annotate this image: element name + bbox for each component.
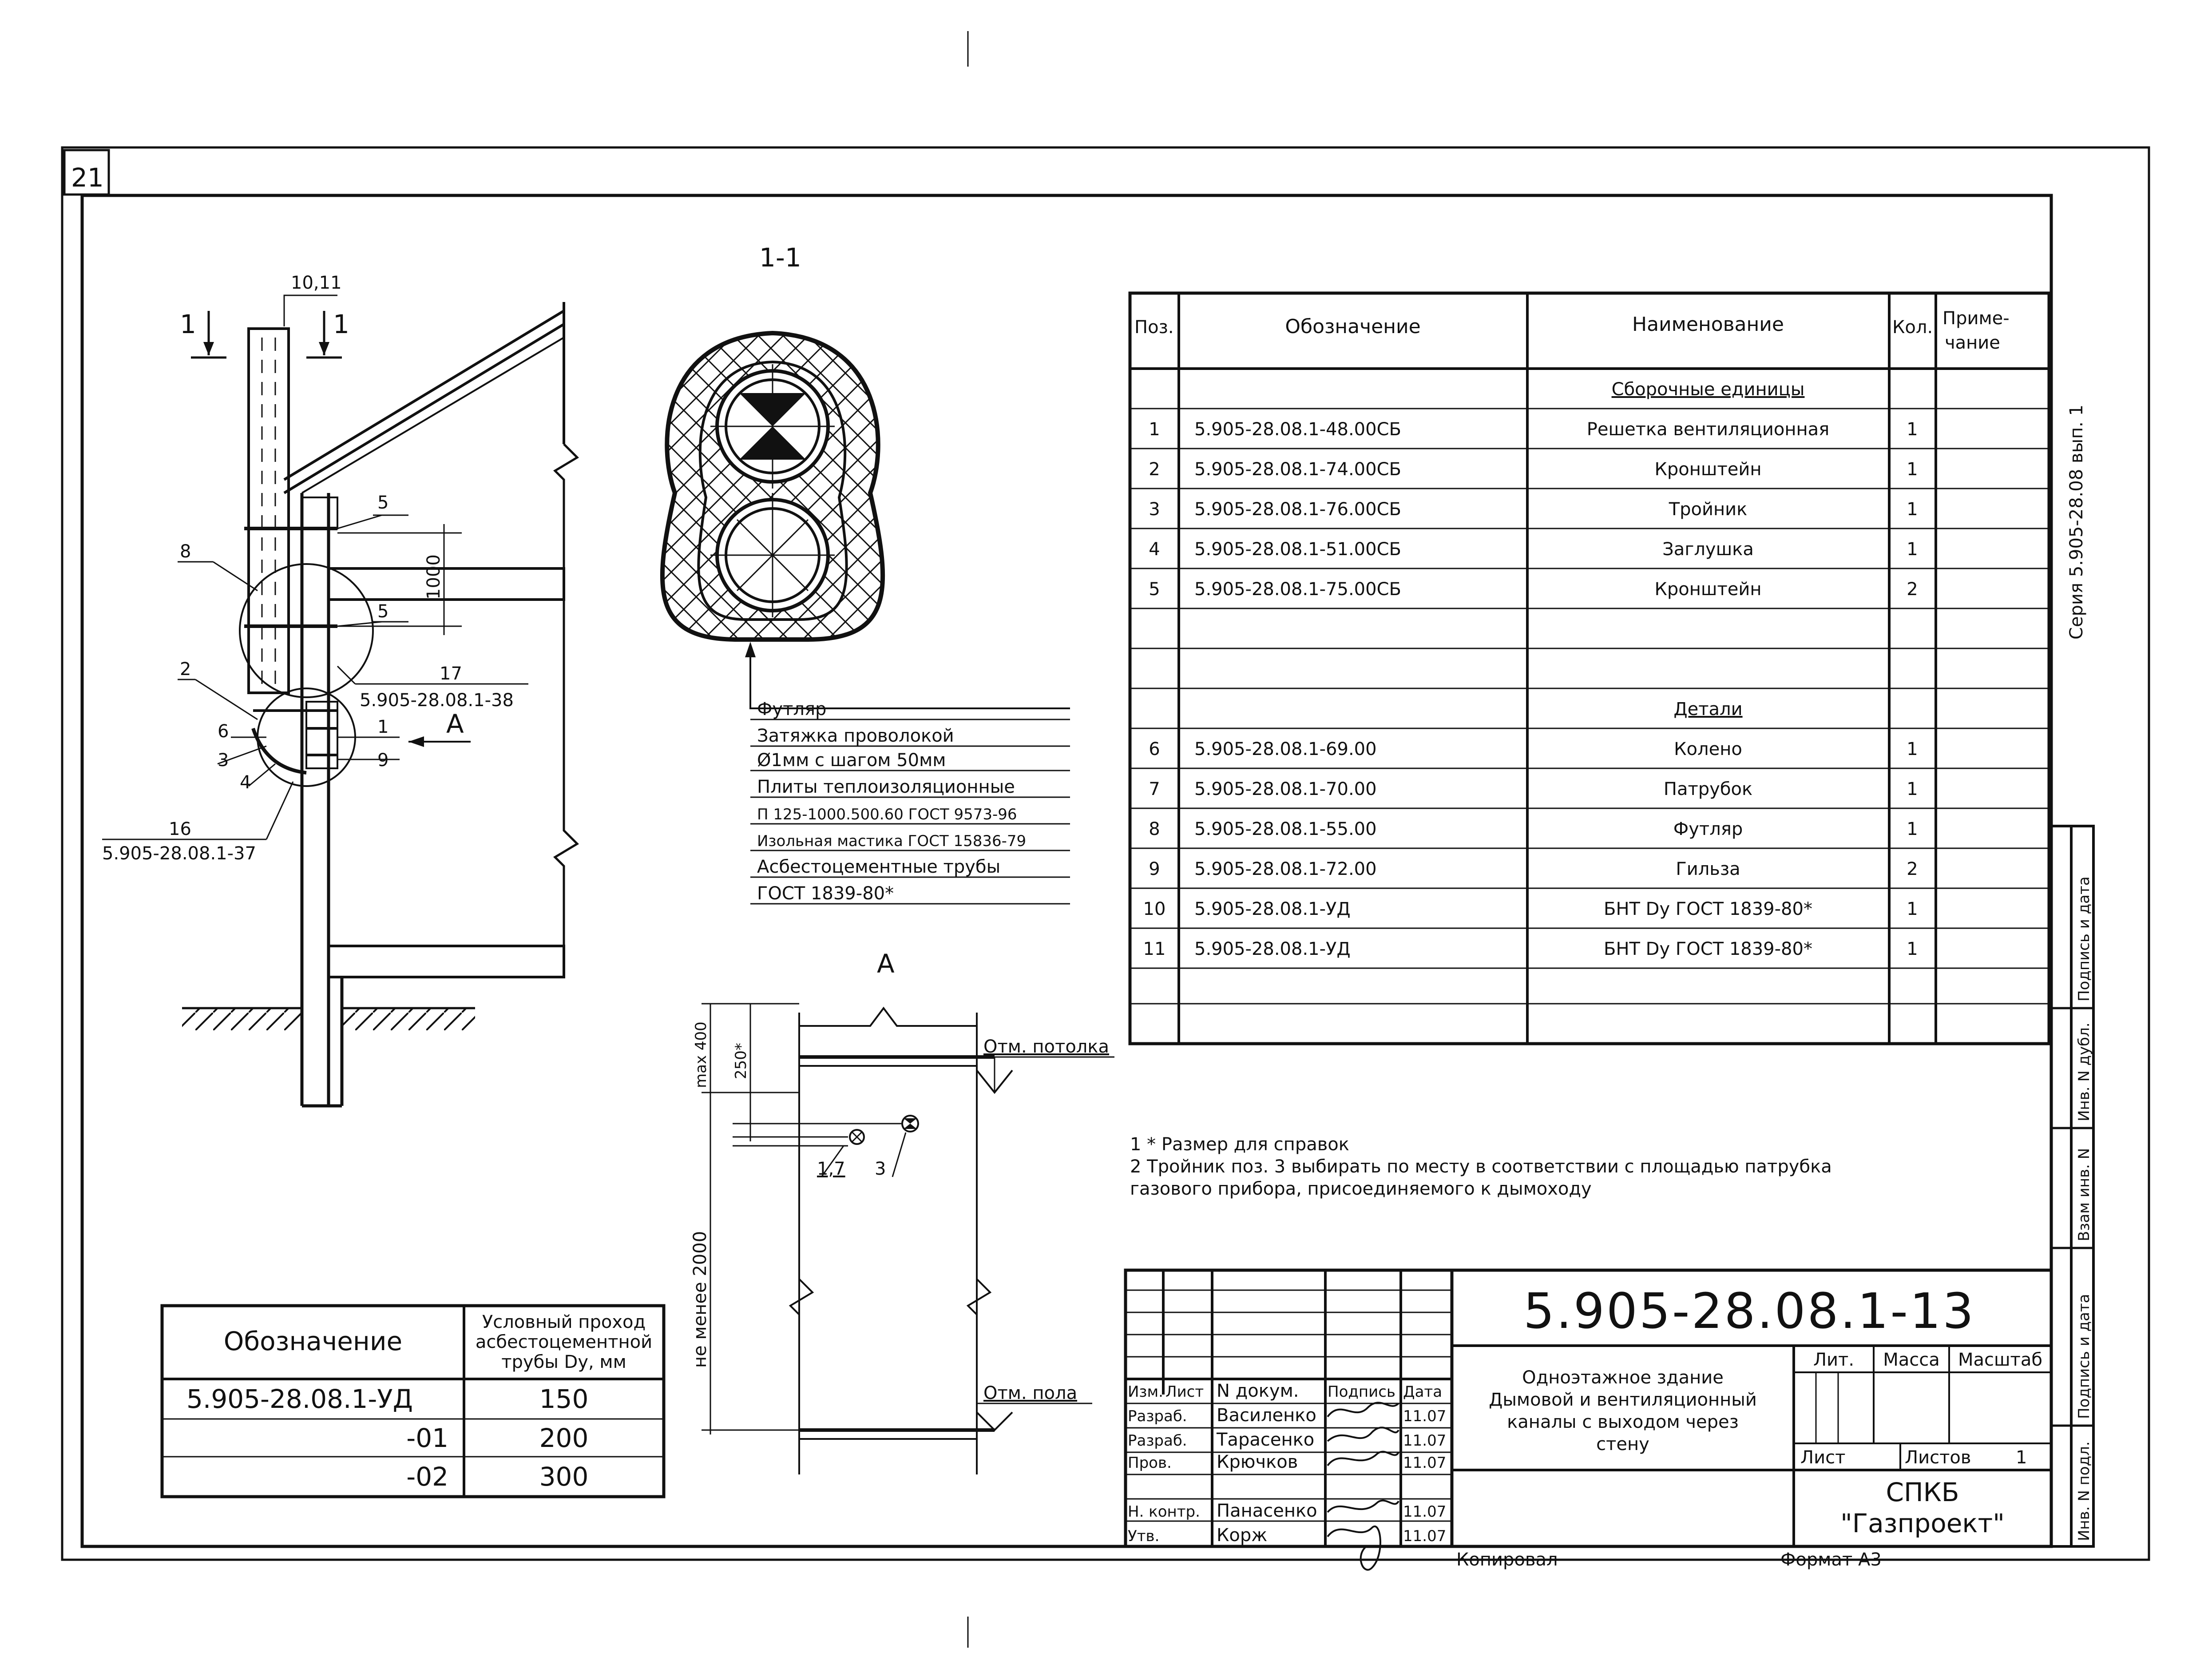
section-mark-left: 1 [180,309,196,339]
callout-10-11: 10,11 [291,273,342,293]
spec-header-name: Наименование [1632,313,1784,336]
spec-row-2-pos: 2 [1149,459,1160,480]
signer-5-name: Корж [1217,1525,1268,1546]
note-mastic: Изольная мастика ГОСТ 15836-79 [757,832,1027,850]
org-name-2: "Газпроект" [1840,1508,2005,1538]
sheet-number: 21 [71,163,104,193]
spec-group-details: Детали [1673,699,1743,719]
stamp-inv-orig: Инв. N подл. [2075,1441,2093,1541]
note-2-cont: газового прибора, присоединяемого к дымоходу [1130,1179,1592,1199]
note-pipes: Асбестоцементные трубы [757,857,1001,877]
spec-row-9-code: 5.905-28.08.1-72.00 [1194,859,1377,879]
dim-250: 250* [732,1043,750,1079]
signer-4-name: Панасенко [1217,1501,1317,1521]
spec-row-9-qty: 2 [1907,859,1918,879]
col-date: Дата [1403,1383,1443,1401]
spec-row-9-pos: 9 [1149,859,1160,879]
callout-16: 16 [169,819,191,839]
sheets-label: Листов [1905,1447,1971,1468]
dim-max-400: max 400 [692,1021,710,1088]
stamp-replace-inv: Взам инв. N [2075,1148,2093,1241]
spec-row-5-pos: 5 [1149,579,1160,600]
callout-17: 17 [440,664,462,684]
stamp-sign-date-2: Подпись и дата [2075,876,2093,1001]
size-header-size-1: Условный проход [482,1312,646,1332]
signer-1-date: 11.07 [1403,1407,1447,1425]
callout-9: 9 [377,750,389,771]
note-insulation: Плиты теплоизоляционные [757,777,1015,797]
section-mark-right: 1 [333,309,349,339]
spec-row-6-name: Колено [1674,739,1742,759]
spec-row-4-code: 5.905-28.08.1-51.00СБ [1194,539,1401,560]
sheet-label: Лист [1800,1447,1846,1468]
signer-3-date: 11.07 [1403,1454,1447,1472]
spec-row-6-code: 5.905-28.08.1-69.00 [1194,739,1377,759]
spec-row-4-qty: 1 [1907,539,1918,560]
view-a-title: A [877,949,895,979]
callout-8: 8 [180,541,191,562]
callout-16-ref: 5.905-28.08.1-37 [102,843,256,864]
callout-4: 4 [240,772,251,793]
callout-5-bottom: 5 [377,601,389,622]
spec-header-note-2: чание [1945,333,2000,353]
col-izm: Изм. [1128,1383,1163,1401]
spec-header-code: Обозначение [1285,315,1421,338]
spec-row-11-code: 5.905-28.08.1-УД [1194,939,1351,959]
spec-row-11-pos: 11 [1143,939,1166,959]
spec-row-3-pos: 3 [1149,499,1160,520]
signer-2-name: Тарасенко [1217,1430,1315,1450]
spec-row-4-name: Заглушка [1662,539,1754,560]
doc-code: 5.905-28.08.1-13 [1523,1283,1976,1339]
spec-row-1-code: 5.905-28.08.1-48.00СБ [1194,419,1401,440]
format-label: Формат А3 [1780,1550,1882,1570]
signer-3-name: Крючков [1217,1452,1298,1472]
col-signature: Подпись [1328,1383,1395,1401]
callout-2: 2 [180,659,191,679]
dim-min-2000: не менее 2000 [690,1231,710,1368]
size-header-size-2: асбестоцементной [475,1332,653,1352]
sheets-count: 1 [2016,1447,2027,1468]
spec-row-10-pos: 10 [1143,899,1166,919]
callout-5-top: 5 [377,493,389,513]
size-row-3-size: 300 [539,1462,589,1492]
size-header-code: Обозначение [223,1326,403,1356]
doc-title-1: Одноэтажное здание [1522,1367,1724,1388]
signer-2-role: Разраб. [1128,1432,1187,1450]
spec-row-7-qty: 1 [1907,779,1918,799]
note-wire: Затяжка проволокой [757,726,954,746]
spec-row-11-name: БНТ Dy ГОСТ 1839-80* [1604,939,1812,959]
spec-header-qty: Кол. [1892,317,1933,338]
ceiling-mark: Отм. потолка [983,1037,1110,1057]
callout-1: 1 [377,717,389,737]
scale-label: Масштаб [1958,1350,2043,1370]
callout-6: 6 [218,721,229,742]
spec-row-9-name: Гильза [1676,859,1740,879]
view-a-arrow-label: A [446,709,464,739]
doc-title-4: стену [1596,1434,1649,1454]
dim-1000: 1000 [424,554,444,600]
spec-row-10-name: БНТ Dy ГОСТ 1839-80* [1604,899,1812,919]
signer-4-date: 11.07 [1403,1503,1447,1521]
doc-title-2: Дымовой и вентиляционный [1489,1390,1757,1410]
signer-1-name: Василенко [1217,1405,1316,1426]
copied-label: Копировал [1456,1550,1558,1570]
signer-1-role: Разраб. [1128,1407,1187,1425]
lit-label: Лит. [1813,1350,1855,1370]
callout-3: 3 [218,750,229,771]
signer-3-role: Пров. [1128,1454,1172,1472]
spec-row-10-qty: 1 [1907,899,1918,919]
signer-4-role: Н. контр. [1128,1503,1200,1521]
size-header-size-3: трубы Dy, мм [501,1352,626,1372]
size-row-1-size: 150 [539,1384,589,1414]
col-doc-number: N докум. [1217,1381,1299,1401]
section-1-1-title: 1-1 [759,242,801,273]
note-1: 1 * Размер для справок [1130,1134,1349,1155]
spec-group-assembly: Сборочные единицы [1611,379,1805,400]
spec-row-6-qty: 1 [1907,739,1918,759]
spec-header-note-1: Приме- [1942,308,2010,329]
spec-row-1-pos: 1 [1149,419,1160,440]
spec-row-4-pos: 4 [1149,539,1160,560]
spec-row-5-name: Кронштейн [1654,579,1762,600]
note-pipes-gost: ГОСТ 1839-80* [757,883,894,904]
col-list: Лист [1165,1383,1204,1401]
spec-row-2-name: Кронштейн [1654,459,1762,480]
spec-header-pos: Поз. [1134,317,1174,338]
spec-row-8-qty: 1 [1907,819,1918,839]
size-row-2-size: 200 [539,1423,589,1453]
signer-5-role: Утв. [1128,1527,1160,1545]
stamp-sign-date-1: Подпись и дата [2075,1294,2093,1419]
spec-row-2-code: 5.905-28.08.1-74.00СБ [1194,459,1401,480]
spec-row-11-qty: 1 [1907,939,1918,959]
spec-row-1-name: Решетка вентиляционная [1586,419,1830,440]
spec-row-5-code: 5.905-28.08.1-75.00СБ [1194,579,1401,600]
spec-row-3-code: 5.905-28.08.1-76.00СБ [1194,499,1401,520]
spec-row-8-code: 5.905-28.08.1-55.00 [1194,819,1377,839]
spec-table [1130,293,2049,1044]
spec-row-8-pos: 8 [1149,819,1160,839]
callout-1-7: 1,7 [817,1159,845,1179]
signer-2-date: 11.07 [1403,1432,1447,1450]
size-row-1-code: 5.905-28.08.1-УД [186,1384,413,1414]
series-label: Серия 5.905-28.08 вып. 1 [2066,404,2087,640]
spec-row-7-name: Патрубок [1663,779,1753,799]
spec-row-7-pos: 7 [1149,779,1160,799]
view-a-drawing [702,1004,1114,1474]
stamp-inv-dup: Инв. N дубл. [2075,1022,2093,1121]
spec-row-7-code: 5.905-28.08.1-70.00 [1194,779,1377,799]
callout-17-ref: 5.905-28.08.1-38 [360,690,514,711]
size-row-3-code: -02 [406,1462,448,1492]
note-2: 2 Тройник поз. 3 выбирать по месту в соответствии с площадью патрубка [1130,1156,1832,1177]
spec-row-3-name: Тройник [1669,499,1748,520]
size-row-2-code: -01 [406,1423,448,1453]
note-casing: Футляр [757,699,827,719]
spec-row-10-code: 5.905-28.08.1-УД [1194,899,1351,919]
callout-3-outlet: 3 [875,1159,886,1179]
spec-row-5-qty: 2 [1907,579,1918,600]
mass-label: Масса [1883,1350,1940,1370]
note-wire-step: Ø1мм с шагом 50мм [757,750,946,771]
spec-row-3-qty: 1 [1907,499,1918,520]
org-name-1: СПКБ [1886,1477,1959,1507]
note-insulation-gost: П 125-1000.500.60 ГОСТ 9573-96 [757,806,1017,823]
spec-row-8-name: Футляр [1673,819,1743,839]
spec-row-1-qty: 1 [1907,419,1918,440]
floor-mark: Отм. пола [983,1383,1078,1403]
signer-5-date: 11.07 [1403,1527,1447,1545]
doc-title-3: каналы с выходом через [1507,1412,1739,1432]
spec-row-6-pos: 6 [1149,739,1160,759]
spec-row-2-qty: 1 [1907,459,1918,480]
